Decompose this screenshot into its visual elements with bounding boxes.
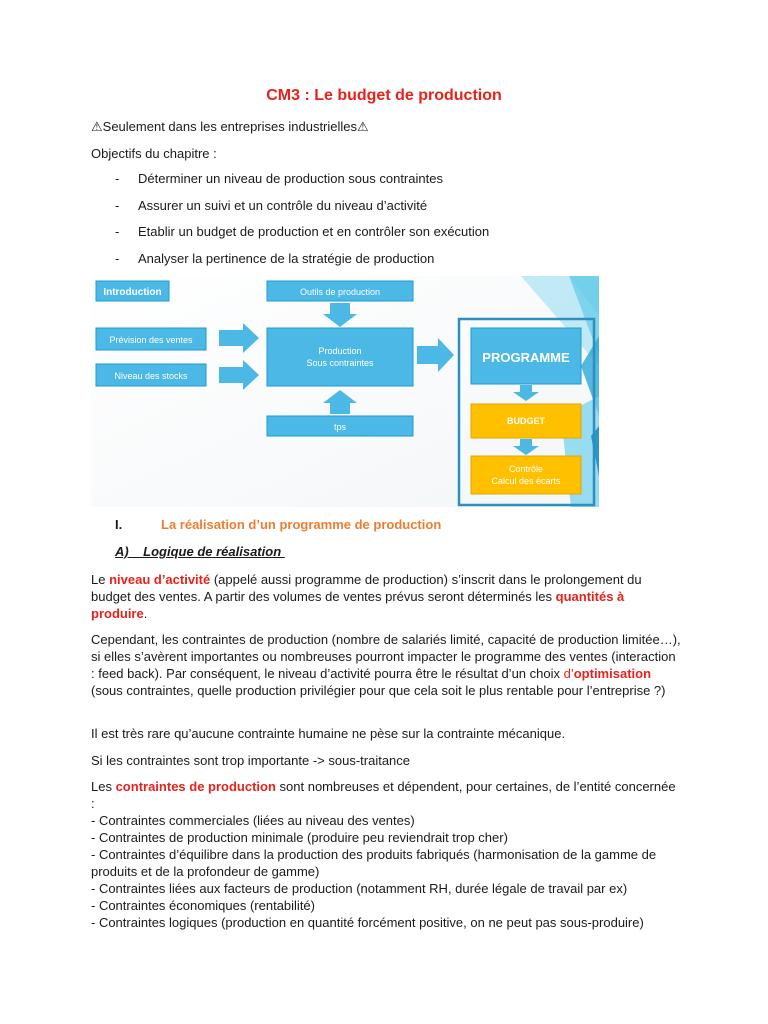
text-run: (sous contraintes, quelle production privilégier pour que cela soit le plus rentable pour l’entreprise ?) <box>91 683 666 698</box>
production-diagram <box>91 276 599 507</box>
objective-item: Analyser la pertinence de la stratégie de production <box>138 251 435 266</box>
constraint-item: - Contraintes liées aux facteurs de production (notamment RH, durée légale de travail par ex) <box>91 881 628 896</box>
objective-item: Etablir un budget de production et en contrôler son exécution <box>138 224 490 239</box>
bullet-marker: - <box>115 251 120 266</box>
objective-item: Assurer un suivi et un contrôle du niveau d’activité <box>138 198 428 213</box>
paragraph-contraintes-production <box>91 778 681 931</box>
highlight-contraintes-production: contraintes de production <box>115 779 276 794</box>
production-box <box>267 328 413 386</box>
outils-label: Outils de production <box>299 287 381 297</box>
bullet-marker: - <box>115 171 120 186</box>
section-title: La réalisation d’un programme de production <box>161 517 442 532</box>
text-run: Les <box>91 779 116 794</box>
constraint-item: - Contraintes de production minimale (produire peu reviendrait trop cher) <box>91 830 508 845</box>
text-run: Le <box>91 572 110 587</box>
subsection-title: A) Logique de réalisation <box>115 544 285 559</box>
text-run: Cependant, les contraintes de production (nombre de salariés limité, capacité de production limitée…), si elles s’avèrent importantes ou nombreuses pourront impacter le programme des ventes (interaction : feed back). Par conséquent, le niveau d’activité pourra être le résultat d’un choix <box>91 632 681 681</box>
production-label-1: Production <box>318 346 362 356</box>
budget-label: BUDGET <box>507 416 545 426</box>
highlight-d: d’ <box>563 666 574 681</box>
controle-label-1: Contrôle <box>508 464 544 474</box>
highlight-optimisation: optimisation <box>573 666 652 681</box>
objective-item: Déterminer un niveau de production sous contraintes <box>138 171 443 186</box>
paragraph-niveau-activite <box>91 571 681 622</box>
text-run: . <box>143 606 148 621</box>
bullet-marker: - <box>115 224 120 239</box>
highlight-quantites: quantités à produire <box>91 589 625 621</box>
contraintes-intro <box>91 778 681 812</box>
text-run: (appelé aussi programme de production) s’inscrit dans le prolongement du budget des ventes. A partir des volumes de ventes prévus seront déterminés les <box>91 572 642 604</box>
paragraph-contraintes-impact <box>91 631 681 699</box>
programme-label: PROGRAMME <box>482 350 570 365</box>
production-label-2: Sous contraintes <box>306 358 374 368</box>
controle-label-2: Calcul des écarts <box>491 476 561 486</box>
controle-box <box>471 456 581 494</box>
page-title: CM3 : Le budget de production <box>266 87 502 104</box>
highlight-niveau-activite: niveau d’activité <box>109 572 211 587</box>
paragraph-contrainte-humaine: Il est très rare qu’aucune contrainte humaine ne pèse sur la contrainte mécanique. <box>91 726 566 741</box>
constraint-item: - Contraintes logiques (production en quantité forcément positive, on ne peut pas sous-produire) <box>91 915 644 930</box>
warning-line: ⚠Seulement dans les entreprises industrielles⚠ <box>91 119 369 134</box>
constraint-item: - Contraintes commerciales (liées au niveau des ventes) <box>91 813 415 828</box>
paragraph-sous-traitance: Si les contraintes sont trop importante -> sous-traitance <box>91 753 411 768</box>
constraint-item: - Contraintes d’équilibre dans la production des produits fabriqués (harmonisation de la gamme de produits et de la profondeur de gamme) <box>91 847 657 879</box>
objectives-label: Objectifs du chapitre : <box>91 146 217 161</box>
text-run: sont nombreuses et dépendent, pour certaines, de l’entité concernée : <box>91 779 676 811</box>
prevision-label: Prévision des ventes <box>109 335 193 345</box>
bullet-marker: - <box>115 198 120 213</box>
introduction-label: Introduction <box>103 287 162 298</box>
section-number: I. <box>115 517 123 532</box>
niveau-label: Niveau des stocks <box>114 371 188 381</box>
tps-label: tps <box>333 422 347 432</box>
constraint-item: - Contraintes économiques (rentabilité) <box>91 898 315 913</box>
